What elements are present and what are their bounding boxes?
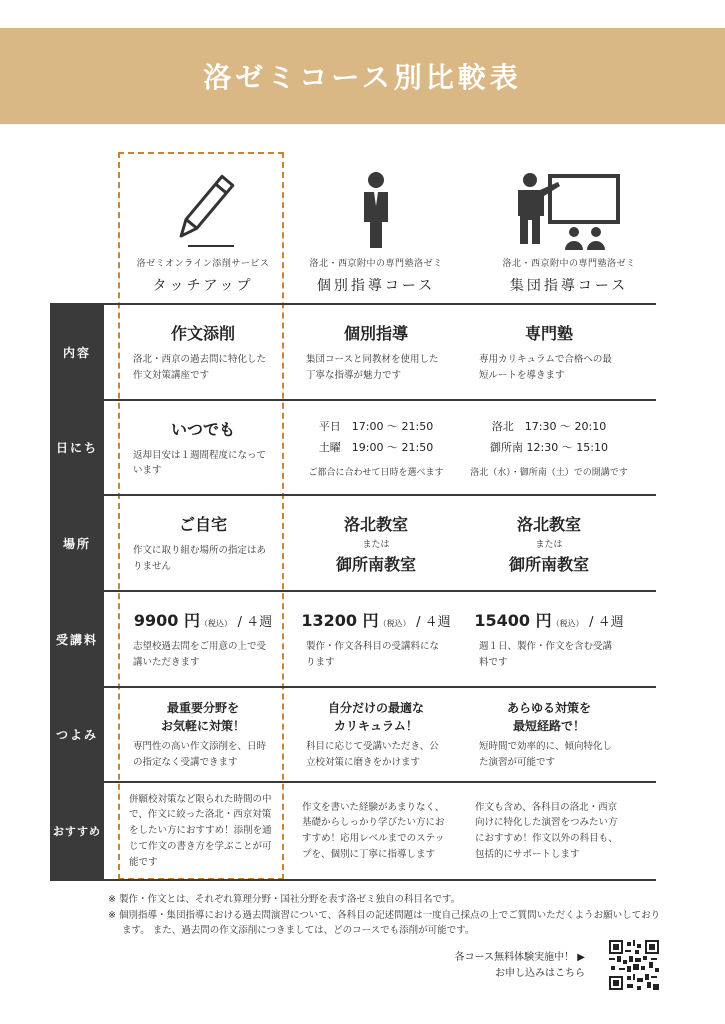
- qr-code-icon[interactable]: [609, 940, 659, 990]
- price: 9900 円（税込） / ４週: [133, 611, 273, 631]
- cta-line: 各コース無料体験実施中！ ▶: [454, 952, 585, 963]
- row-content: [50, 305, 656, 399]
- teacher-board-icon: [484, 160, 654, 250]
- cell-title: 専門塾: [524, 324, 573, 344]
- row-label: おすすめ: [50, 783, 104, 879]
- cell: [464, 688, 634, 781]
- row-strength: [50, 688, 656, 781]
- schedule-line: 洛北 17:30 〜 20:10: [491, 420, 607, 434]
- cell: [118, 688, 288, 781]
- cell-title: 個別指導: [343, 324, 408, 344]
- price: 15400 円（税込） / ４週: [474, 611, 624, 631]
- footnote: ※ 個別指導・集団指導における過去問演習について、各科目の記述問題は一度自己採点の上でご質問いただくようお願いしております。 また、過去問の作文添削につきましては、どのコースでも添削が可能です。: [108, 909, 661, 937]
- cell-text: 短時間で効率的に、傾向特化した演習が可能です: [479, 741, 613, 768]
- place-b: 御所南教室: [508, 554, 589, 574]
- column-header-touchup: [118, 160, 288, 295]
- cell-text: 返却目安は１週間程度になっています: [133, 449, 267, 476]
- cell-title: カリキュラム！: [334, 719, 418, 734]
- column-name: 個別指導コース: [316, 278, 436, 294]
- cell: [118, 592, 288, 686]
- row-place: [50, 496, 656, 590]
- cell: [291, 401, 461, 494]
- per-label: / ４週: [589, 615, 624, 631]
- cell: [464, 401, 634, 494]
- cell: [464, 783, 634, 879]
- column-name: タッチアップ: [152, 278, 254, 294]
- column-sub: 洛北・西京附中の専門塾洛ゼミ: [309, 259, 443, 269]
- cell-text: 志望校過去問をご用意の上で受講いただきます: [133, 641, 267, 668]
- cell-title: 作文添削: [170, 324, 235, 344]
- cell: [118, 783, 288, 879]
- cell-title: ご自宅: [178, 515, 227, 535]
- place-b: 御所南教室: [335, 554, 416, 574]
- cell: [118, 496, 288, 590]
- cell-title: あらゆる対策を: [506, 701, 591, 716]
- row-label: つよみ: [50, 688, 104, 781]
- cell: [464, 592, 634, 686]
- place-or: または: [535, 539, 563, 550]
- cell-text: 作文も含め、各科目の洛北・西京向けに特化した演習をつみたい方におすすめ！作文以外の科目も、包括的にサポートします: [475, 801, 618, 860]
- tax-label: （税込）: [200, 619, 232, 629]
- cell: [291, 688, 461, 781]
- cell-title: 自分だけの最適な: [327, 701, 424, 716]
- tax-label: （税込）: [551, 619, 584, 629]
- cell-text: 作文を書いた経験があまりなく、基礎からしっかり学びたい方におすすめ！応用レベルまでのステップを、個別に丁寧に指導します: [302, 801, 445, 860]
- cta-line: お申し込みはこちら: [495, 968, 585, 979]
- cell-title: 最短経路で！: [512, 719, 585, 734]
- schedule-line: 土曜 19:00 〜 21:50: [318, 441, 434, 454]
- schedule-line: 平日 17:00 〜 21:50: [318, 420, 434, 434]
- cell: [291, 783, 461, 879]
- title-banner: [0, 28, 725, 124]
- cell: [118, 305, 288, 399]
- cell-text: 科目に応じて受講いただき、公立校対策に磨きをかけます: [306, 741, 439, 768]
- column-name: 集団指導コース: [509, 278, 629, 294]
- cell-title: お気軽に対策！: [160, 719, 245, 734]
- per-label: / ４週: [416, 615, 451, 631]
- cell-text: 専門性の高い作文添削を、日時の指定なく受講できます: [133, 741, 267, 768]
- schedule-line: 御所南 12:30 〜 15:10: [490, 441, 608, 454]
- row-label: 場所: [50, 496, 104, 590]
- column-header-group: [484, 160, 654, 295]
- cell-title: いつでも: [170, 419, 235, 439]
- column-header-individual: [291, 160, 461, 295]
- cell-title: 最重要分野を: [166, 701, 239, 716]
- cell-text: 併願校対策など限られた時間の中で、作文に絞った洛北・西京対策をしたい方におすすめ！添削を通じて作文の書き方を学ぶことが可能です: [129, 793, 272, 868]
- row-divider: [50, 879, 656, 881]
- row-recommend: [50, 783, 656, 879]
- column-sub: 洛ゼミオンライン添削サービス: [136, 259, 270, 269]
- cell: [118, 401, 288, 494]
- row-dates: [50, 401, 656, 494]
- place-a: 洛北教室: [516, 514, 581, 534]
- column-sub: 洛北・西京附中の専門塾洛ゼミ: [502, 259, 636, 269]
- row-label: 日にち: [50, 401, 104, 494]
- per-label: / ４週: [237, 615, 273, 631]
- cell: [291, 592, 461, 686]
- cell: [464, 496, 634, 590]
- person-icon: [291, 160, 461, 250]
- cell: [464, 305, 634, 399]
- cell-text: 週１日、製作・作文を含む受講料です: [479, 641, 613, 668]
- place-or: または: [362, 539, 390, 550]
- tax-label: （税込）: [378, 619, 411, 629]
- cell-text: 製作・作文各科目の受講料になります: [306, 641, 440, 668]
- footnotes: [108, 892, 668, 939]
- row-label: 内容: [50, 305, 104, 399]
- cell-text: 集団コースと同教材を使用した丁寧な指導が魅力です: [306, 354, 439, 381]
- row-fee: [50, 592, 656, 686]
- price: 13200 円（税込） / ４週: [301, 611, 451, 631]
- cell-text: 作文に取り組む場所の指定はありません: [133, 545, 267, 572]
- schedule-note: ご都合に合わせて日時を選べます: [308, 467, 444, 478]
- row-label: 受講料: [50, 592, 104, 686]
- page-title: 洛ゼミコース別比較表: [203, 61, 522, 94]
- schedule-note: 洛北（水）・御所南（土）での開講です: [470, 467, 628, 478]
- cell: [291, 496, 461, 590]
- trial-cta[interactable]: [455, 950, 585, 982]
- place-a: 洛北教室: [343, 514, 408, 534]
- cell: [291, 305, 461, 399]
- cell-text: 洛北・西京の過去問に特化した作文対策講座です: [133, 354, 267, 381]
- pencil-icon: [118, 160, 288, 250]
- footnote: ※ 製作・作文とは、それぞれ算理分野・国社分野を表す洛ゼミ独自の科目名です。: [108, 894, 461, 905]
- cell-text: 専用カリキュラムで合格への最短ルートを導きます: [479, 354, 612, 381]
